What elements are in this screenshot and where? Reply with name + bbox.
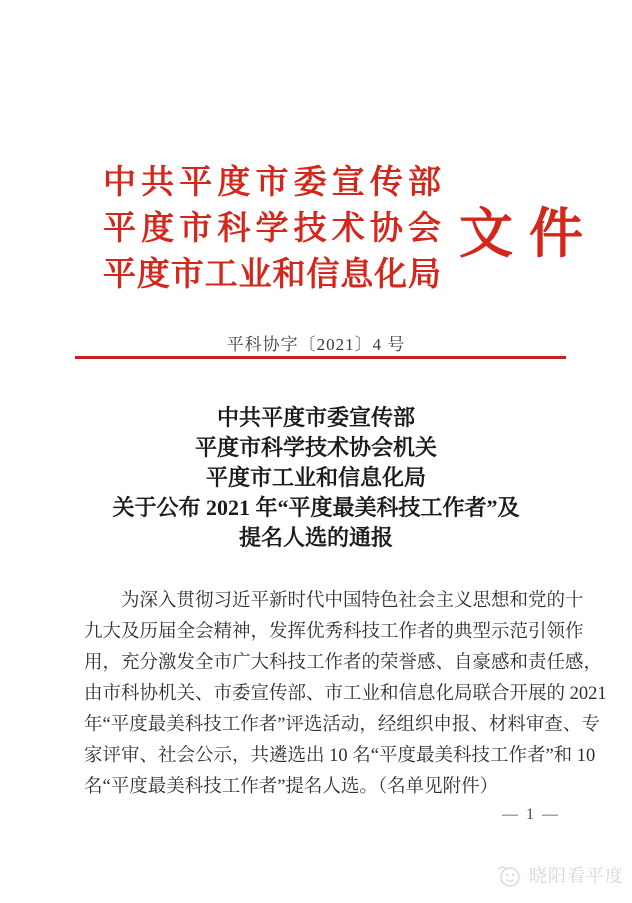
body-line: 用，充分激发全市广大科技工作者的荣誉感、自豪感和责任感，: [84, 653, 603, 673]
watermark-logo-icon: [494, 860, 524, 890]
body-line: 九大及历届全会精神，发挥优秀科技工作者的典型示范引领作: [84, 622, 584, 642]
doc-body: [84, 586, 607, 803]
body-line: 由市科协机关、市委宣传部、市工业和信息化局联合开展的 2021: [84, 684, 607, 704]
doc-type-label: 文件: [459, 203, 599, 264]
title-line-4: 关于公布 2021 年“平度最美科技工作者”及: [112, 495, 520, 520]
body-line: 家评审、社会公示，共遴选出 10 名“平度最美科技工作者”和 10: [84, 746, 596, 766]
letterhead-org-line-3: 平度市工业和信息化局: [103, 257, 441, 293]
title-line-5: 提名人选的通报: [238, 525, 393, 550]
title-line-1: 中共平度市委宣传部: [216, 405, 415, 430]
letterhead-org-line-1: 中共平度市委宣传部: [103, 165, 441, 201]
doc-title: [0, 403, 632, 553]
body-line: 为深入贯彻习近平新时代中国特色社会主义思想和党的十: [121, 591, 584, 611]
title-line-2: 平度市科学技术协会机关: [194, 435, 437, 460]
red-separator-rule: [75, 356, 566, 359]
watermark-text: 晓阳看平度: [529, 866, 624, 886]
page-number: — 1 —: [502, 806, 560, 823]
watermark: [494, 860, 624, 890]
letterhead-org-lines: [103, 160, 441, 298]
body-line: 年“平度最美科技工作者”评选活动，经组织申报、材料审查、专: [84, 715, 600, 735]
letterhead: [103, 160, 599, 298]
doc-number: 平科协字〔2021〕4 号: [226, 335, 406, 354]
body-line: 名“平度最美科技工作者”提名人选。（名单见附件）: [84, 777, 499, 797]
letterhead-org-line-2: 平度市科学技术协会: [103, 211, 441, 247]
title-line-3: 平度市工业和信息化局: [205, 465, 426, 490]
